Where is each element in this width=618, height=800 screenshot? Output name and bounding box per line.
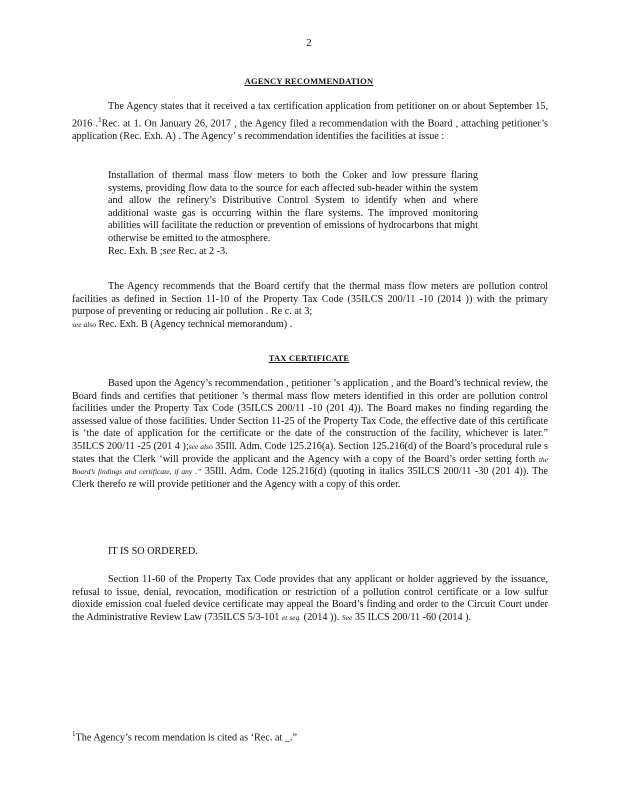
- tax-certificate-heading: TAX CERTIFICATE: [268, 353, 350, 363]
- page-number: 2: [306, 37, 312, 49]
- footnote-marker: 1: [98, 115, 102, 124]
- agency-recommendation-heading: AGENCY RECOMMENDATION: [244, 76, 374, 86]
- facility-description-quote: Installation of thermal mass flow meters to both the Coker and low pressure flaring systems, providing flow data to the source for each affected sub-header within the system and allow the refinery’s Distributive Control System to identify when and where additional waste gas is occurring within the flare systems. The improved monitoring abilities will facilitate the reduction or prevention of emissions of hydrocarbons that might otherwise be emitted to the atmosphere. Rec. Exh. B ;see Rec. at 2 -3.: [108, 170, 478, 257]
- agency-recommends-paragraph: The Agency recommends that the Board certify that the thermal mass flow meters are pollution control facilities as defined in Section 11-10 of the Property Tax Code (35ILCS 200/11 -10 (2014 )) with the primary purpose of preventing or reducing air pollution . Re c. at 3; see also Rec. Exh. B (Agency technical memorandum) .: [72, 281, 548, 330]
- it-is-so-ordered: IT IS SO ORDERED.: [108, 546, 198, 557]
- footnote-number: 1: [72, 730, 76, 738]
- appeal-rights-paragraph: Section 11-60 of the Property Tax Code provides that any applicant or holder aggrieved by the issuance, refusal to issue, denial, revocation, modification or restriction of a pollution control certificate or a low sulfur dioxide emission coal fueled device certificate may appeal the Board’s finding and order to the Circuit Court under the Administrative Review Law (735ILCS 5/3-101 et seq. (2014 )). See 35 ILCS 200/11 -60 (2014 ).: [72, 574, 548, 623]
- footnote: [72, 730, 297, 743]
- footnote-text: The Agency’s recom mendation is cited as ‘Rec. at _.”: [75, 732, 298, 744]
- agency-recommendation-paragraph: The Agency states that it received a tax certification application from petitioner on or about September 15, 2016 .$^1$Rec. at 1. On January 26, 2017 , the Agency filed a recommendation with the Board , attaching petitioner’s application (Rec. Exh. A) . The Agency’ s recommendation identifies the facilities at issue :: [72, 101, 548, 142]
- tax-certificate-paragraph: Based upon the Agency’s recommendation , petitioner ’s application , and the Board’s technical review, the Board finds and certifies that petitioner ’s thermal mass flow meters identified in this order are pollution control facilities under the Property Tax Code (35ILCS 200/11 -10 (201 4)). The Board makes no finding regarding the assessed value of those facilities. Under Section 11-25 of the Property Tax Code, the effective date of this certificate is ‘the date of application for the certificate or the date of the construction of the facility, whichever is later.” 35ILCS 200/11 -25 (201 4 );see also 35Ill. Adm. Code 125.216(a). Section 125.216(d) of the Board’s procedural rule s states that the Clerk ‘will provide the applicant and the Agency with a copy of the Board’s order setting forth the Board’s findings and certificate, if any .” 35Ill. Adm. Code 125.216(d) (quoting in italics 35ILCS 200/11 -30 (201 4)). The Clerk therefo re will provide petitioner and the Agency with a copy of this order.: [72, 378, 549, 490]
